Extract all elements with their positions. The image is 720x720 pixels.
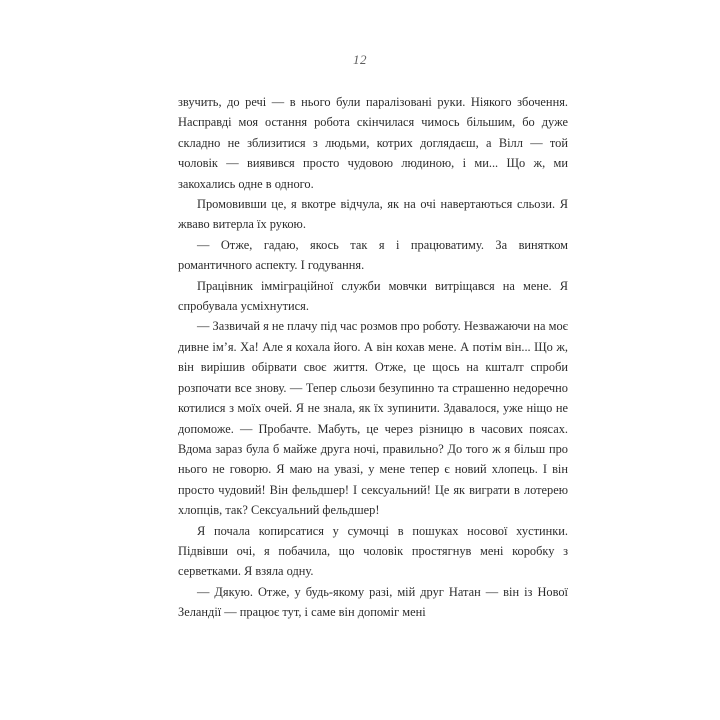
paragraph: — Зазвичай я не плачу під час розмов про роботу. Незважаючи на моє дивне ім’я. Ха! Але я кохала його. А він кохав мене. А потім він... Що ж, він вирішив обірвати своє життя. Отже, це щось на кшталт спроби розпочати все знову. — Тепер сльози безупинно та страшенно недоречно котилися з моїх очей. Я не знала, як їх зупинити. Здавалося, уже ніщо не допоможе. — Пробачте. Мабуть, це через різницю в часових поясах. Вдома зараз була б майже друга ночі, правильно? До того ж я більш про нього не говорю. Я маю на увазі, у мене тепер є новий хлопець. І він просто чудовий! Він фельдшер! І сексуальний! Це як виграти в лотерею хлопців, так? Сексуальний фельдшер! bbox=[178, 319, 568, 518]
paragraph: Я почала копирсатися у сумочці в пошуках носової хустинки. Підвівши очі, я побачила, що чоловік простягнув мені коробку з серветками. Я взяла одну. bbox=[178, 523, 568, 579]
paragraph: звучить, до речі — в нього були паралізовані руки. Ніякого збочення. Насправді моя остання робота скінчилася чимось більшим, бо дуже складно не зблизитися з людьми, котрих доглядаєш, а Вілл — той чоловік — виявився просто чудовою людиною, і ми... Що ж, ми закохались одне в одного. bbox=[178, 95, 568, 191]
paragraph: Працівник імміграційної служби мовчки витріщався на мене. Я спробувала усміхнутися. bbox=[178, 278, 568, 314]
paragraph: Промовивши це, я вкотре відчула, як на очі навертаються сльози. Я жваво витерла їх рукою. bbox=[178, 197, 568, 232]
paragraph: — Дякую. Отже, у будь-якому разі, мій друг Натан — він із Нової Зеландії — працює тут, і саме він допоміг мені bbox=[178, 584, 568, 620]
paragraph: — Отже, гадаю, якось так я і працюватиму. За винятком романтичного аспекту. І годування. bbox=[178, 237, 568, 273]
body-text bbox=[178, 92, 568, 623]
page-number: 12 bbox=[353, 52, 367, 67]
